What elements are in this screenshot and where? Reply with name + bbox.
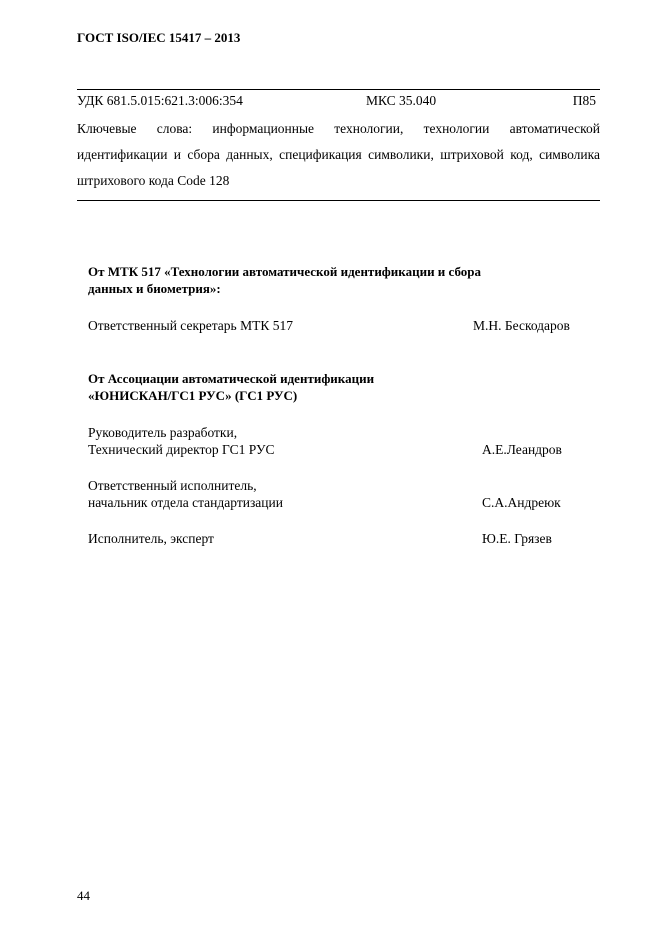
association-heading — [88, 370, 374, 404]
association-heading-line2: «ЮНИСКАН/ГС1 РУС» (ГС1 РУС) — [88, 388, 298, 403]
signatory-name: Ю.Е. Грязев — [482, 531, 552, 546]
signatory-role-line1: Руководитель разработки, — [88, 425, 238, 440]
signatory-role-line2: Технический директор ГС1 РУС — [88, 442, 275, 457]
mtk-heading-line1: От МТК 517 «Технологии автоматической идентификации и сбора — [88, 264, 482, 279]
mtk-heading-line2: данных и биометрия»: — [88, 281, 221, 296]
signatory-role — [88, 477, 283, 511]
keywords-paragraph: Ключевые слова: информационные технологии, технологии автоматической идентификации и сбора данных, спецификация символики, штриховой код, символика штрихового кода Code 128 — [77, 121, 600, 188]
mtk-heading — [88, 263, 481, 297]
signatory-role — [88, 424, 275, 458]
udk-code: УДК 681.5.015:621.3:006:354 — [77, 93, 243, 108]
classification-row — [77, 93, 600, 111]
top-divider — [77, 89, 600, 90]
mks-code: МКС 35.040 — [366, 93, 437, 108]
signatory-name: С.А.Андреюк — [482, 495, 561, 510]
mtk-secretary-role: Ответственный секретарь МТК 517 — [88, 318, 293, 333]
document-header: ГОСТ ISO/IEC 15417 – 2013 — [77, 30, 241, 45]
bottom-divider — [77, 200, 600, 201]
okstu-code: П85 — [572, 93, 596, 108]
signatory-name: А.Е.Леандров — [482, 442, 562, 457]
mtk-secretary-name: М.Н. Бескодаров — [473, 318, 570, 333]
signatory-role-line1: Ответственный исполнитель, — [88, 478, 257, 493]
signatory-role: Исполнитель, эксперт — [88, 531, 214, 546]
association-heading-line1: От Ассоциации автоматической идентификации — [88, 371, 375, 386]
signatory-role-line2: начальник отдела стандартизации — [88, 495, 283, 510]
page-number: 44 — [77, 888, 90, 903]
